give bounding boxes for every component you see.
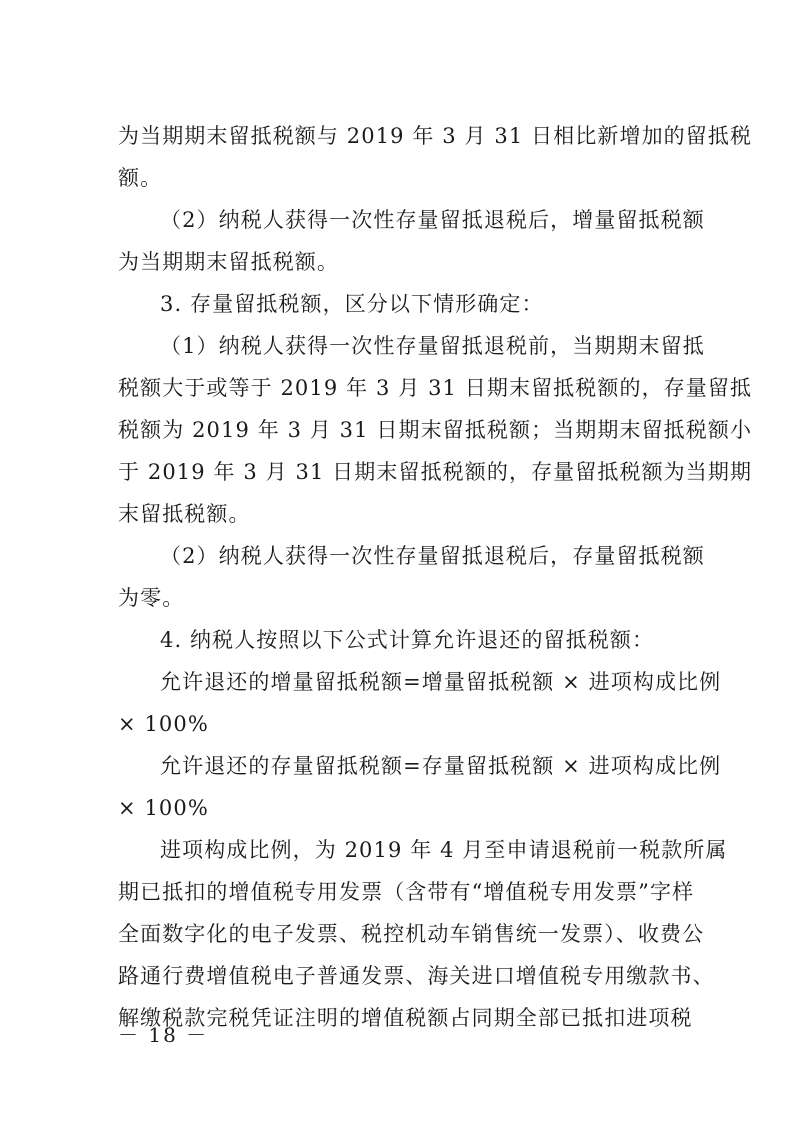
body-line: 税额为 2019 年 3 月 31 日期末留抵税额；当期期末留抵税额小	[118, 418, 753, 442]
body-line: 于 2019 年 3 月 31 日期末留抵税额的，存量留抵税额为当期期	[118, 460, 753, 484]
body-line: 解缴税款完税凭证注明的增值税额占同期全部已抵扣进项税	[118, 1006, 693, 1030]
formula-line: × 100%	[118, 712, 209, 736]
body-line: 额。	[118, 166, 163, 190]
body-line: （1）纳税人获得一次性存量留抵退税前，当期期末留抵	[160, 334, 705, 358]
body-line: 为零。	[118, 586, 185, 610]
body-line: （2）纳税人获得一次性存量留抵退税后，增量留抵税额	[160, 208, 705, 232]
body-line: 3. 存量留抵税额，区分以下情形确定：	[160, 292, 544, 316]
body-line: 4. 纳税人按照以下公式计算允许退还的留抵税额：	[160, 628, 655, 652]
page-number: － 18 －	[118, 1023, 209, 1047]
body-line: 税额大于或等于 2019 年 3 月 31 日期末留抵税额的，存量留抵	[118, 376, 753, 400]
body-line: 进项构成比例，为 2019 年 4 月至申请退税前一税款所属	[160, 838, 728, 862]
body-line: 末留抵税额。	[118, 502, 251, 526]
formula-line: 允许退还的增量留抵税额=增量留抵税额 × 进项构成比例	[160, 670, 722, 694]
formula-line: × 100%	[118, 796, 209, 820]
body-line: 期已抵扣的增值税专用发票（含带有“增值税专用发票”字样	[118, 880, 695, 904]
body-line: （2）纳税人获得一次性存量留抵退税后，存量留抵税额	[160, 544, 705, 568]
formula-line: 允许退还的存量留抵税额=存量留抵税额 × 进项构成比例	[160, 754, 722, 778]
body-line: 路通行费增值税电子普通发票、海关进口增值税专用缴款书、	[118, 964, 715, 988]
body-line: 为当期期末留抵税额与 2019 年 3 月 31 日相比新增加的留抵税	[118, 124, 753, 148]
body-line: 为当期期末留抵税额。	[118, 250, 339, 274]
body-line: 全面数字化的电子发票、税控机动车销售统一发票）、收费公	[118, 922, 705, 946]
